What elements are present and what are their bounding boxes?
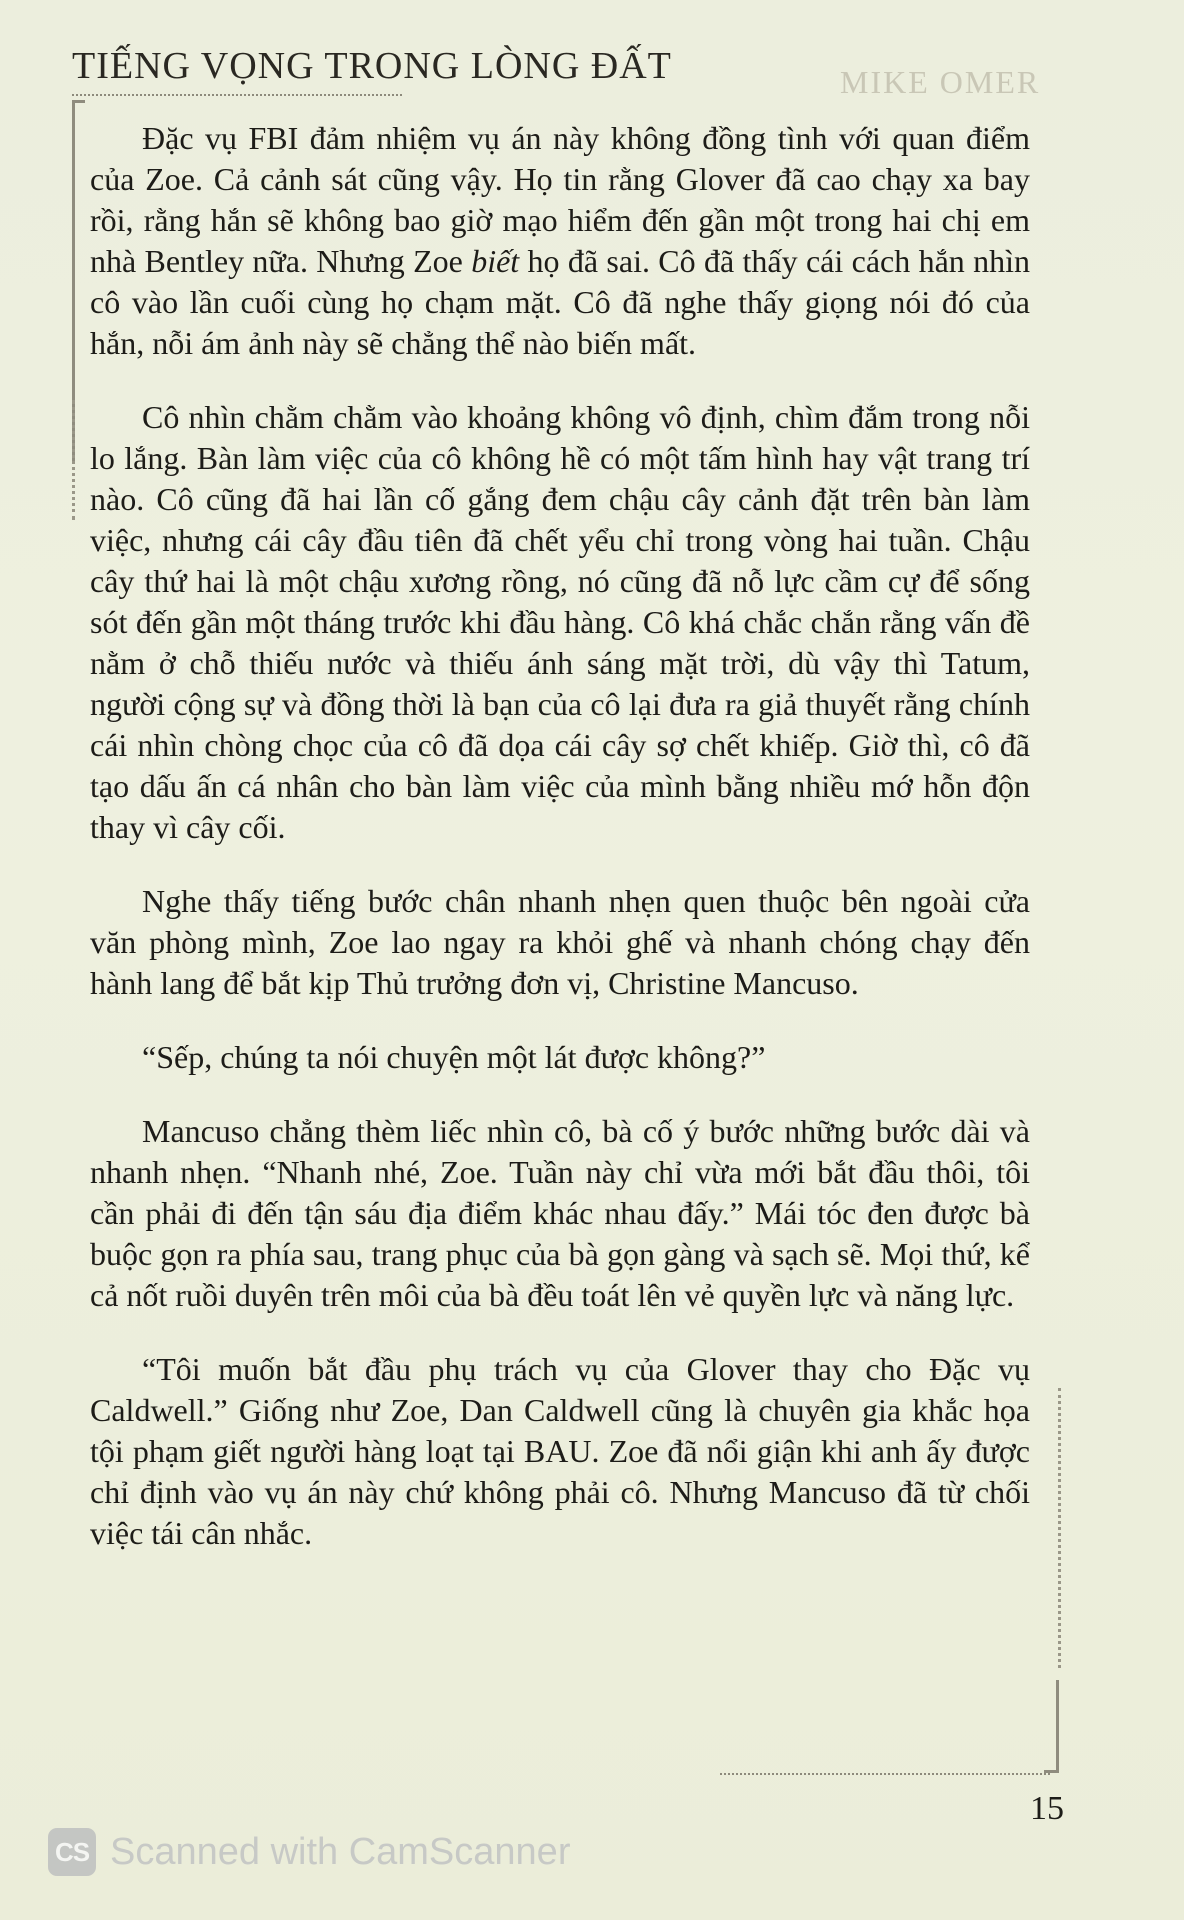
body-text xyxy=(90,118,1030,1554)
emphasis-word: biết xyxy=(471,243,520,279)
frame-dotted-right xyxy=(1058,1388,1061,1668)
paragraph-6: “Tôi muốn bắt đầu phụ trách vụ của Glover thay cho Đặc vụ Caldwell.” Giống như Zoe, Dan Caldwell cũng là chuyên gia khắc họa tội phạm giết người hàng loạt tại BAU. Zoe đã nổi giận khi anh ấy được chỉ định vào vụ án này chứ không phải cô. Nhưng Mancuso đã từ chối việc tái cân nhắc. xyxy=(90,1351,1030,1551)
camscanner-logo-icon: CS xyxy=(48,1828,96,1876)
bleed-through-title: MIKE OMER xyxy=(840,64,1041,100)
page-number: 15 xyxy=(1030,1790,1064,1827)
camscanner-watermark xyxy=(48,1828,570,1876)
paragraph-2: Cô nhìn chằm chằm vào khoảng không vô định, chìm đắm trong nỗi lo lắng. Bàn làm việc của cô không hề có một tấm hình hay vật trang trí nào. Cô cũng đã hai lần cố gắng đem chậu cây cảnh đặt trên bàn làm việc, nhưng cái cây đầu tiên đã chết yểu chỉ trong vòng hai tuần. Chậu cây thứ hai là một chậu xương rồng, nó cũng đã nỗ lực cầm cự để sống sót đến gần một tháng trước khi đầu hàng. Cô khá chắc chắn rằng vấn đề nằm ở chỗ thiếu nước và thiếu ánh sáng mặt trời, dù vậy thì Tatum, người cộng sự và đồng thời là bạn của cô lại đưa ra giả thuyết rằng chính cái nhìn chòng chọc của cô đã dọa cái cây sợ chết khiếp. Giờ thì, cô đã tạo dấu ấn cá nhân cho bàn làm việc của mình bằng nhiều mớ hỗn độn thay vì cây cối. xyxy=(90,399,1030,845)
frame-dotted-left xyxy=(72,400,75,520)
paragraph-1: Đặc vụ FBI đảm nhiệm vụ án này không đồng tình với quan điểm của Zoe. Cả cảnh sát cũng vậy. Họ tin rằng Glover đã cao chạy xa bay rồi, rằng hắn sẽ không bao giờ mạo hiểm đến gần một trong hai chị em nhà Bentley nữa. Nhưng Zoe biết họ đã sai. Cô đã thấy cái cách hắn nhìn cô vào lần cuối cùng họ chạm mặt. Cô đã nghe thấy giọng nói đó của hắn, nỗi ám ảnh này sẽ chẳng thể nào biến mất. xyxy=(90,120,1031,361)
paragraph-5: Mancuso chẳng thèm liếc nhìn cô, bà cố ý bước những bước dài và nhanh nhẹn. “Nhanh nhé, Zoe. Tuần này chỉ vừa mới bắt đầu thôi, tôi cần phải đi đến tận sáu địa điểm khác nhau đấy.” Mái tóc đen được bà buộc gọn ra phía sau, trang phục của bà gọn gàng và sạch sẽ. Mọi thứ, kể cả nốt ruồi duyên trên môi của bà đều toát lên vẻ quyền lực và năng lực. xyxy=(90,1113,1030,1313)
title-dotted-rule xyxy=(72,94,402,96)
paragraph-4: “Sếp, chúng ta nói chuyện một lát được không?” xyxy=(142,1039,766,1075)
running-title: TIẾNG VỌNG TRONG LÒNG ĐẤT xyxy=(72,45,672,87)
frame-dotted-bottom xyxy=(720,1773,1050,1775)
camscanner-text: Scanned with CamScanner xyxy=(110,1830,571,1873)
frame-corner-bottom-right xyxy=(1044,1680,1059,1773)
paragraph-3: Nghe thấy tiếng bước chân nhanh nhẹn quen thuộc bên ngoài cửa văn phòng mình, Zoe lao ngay ra khỏi ghế và nhanh chóng chạy đến hành lang để bắt kịp Thủ trưởng đơn vị, Christine Mancuso. xyxy=(90,883,1030,1001)
